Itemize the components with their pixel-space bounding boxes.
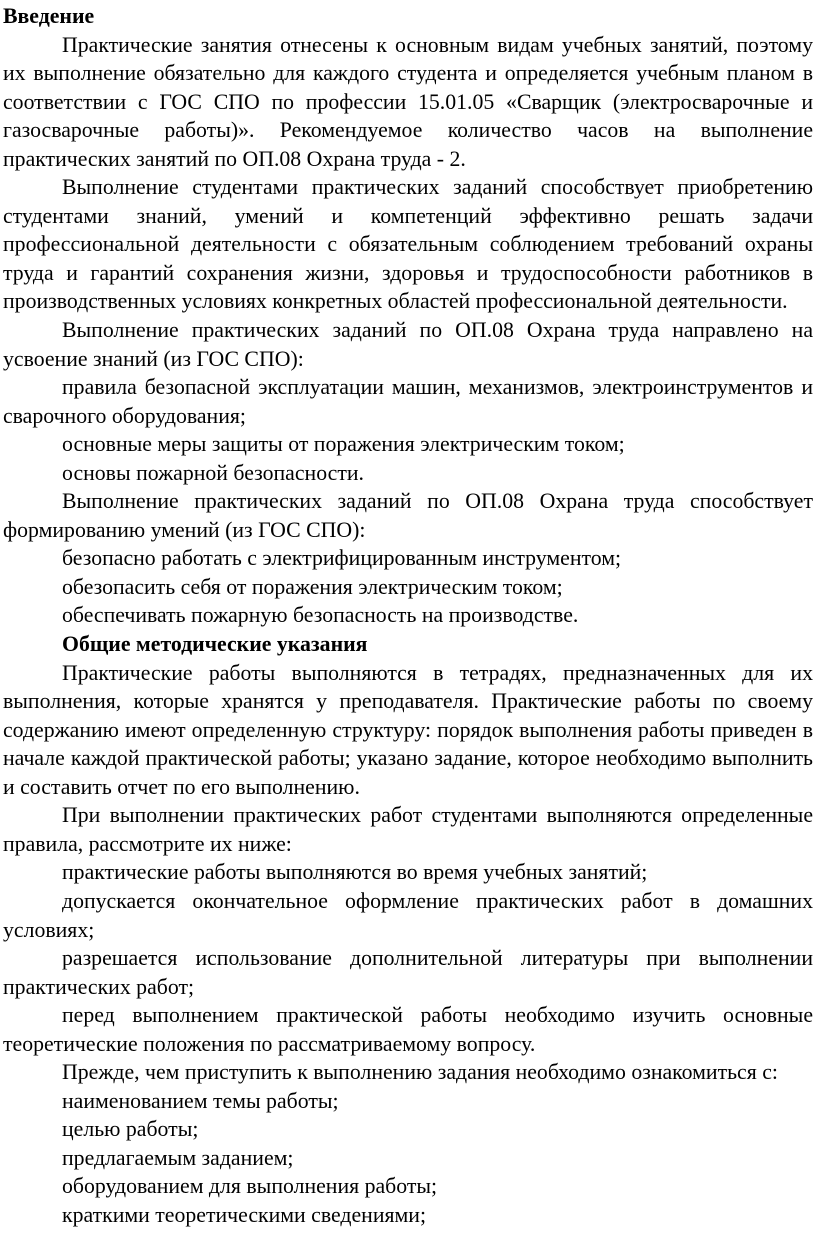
before-start-paragraph: Прежде, чем приступить к выполнению задания необходимо ознакомиться с: bbox=[62, 1060, 778, 1085]
before-start-item: целью работы; bbox=[62, 1117, 199, 1142]
rules-item: практические работы выполняются во время учебных занятий; bbox=[62, 860, 648, 885]
before-start-item: оборудованием для выполнения работы; bbox=[62, 1174, 438, 1199]
intro-paragraph: Практические занятия отнесены к основным видам учебных занятий, поэтому их выполнение обязательно для каждого студента и определяется учебным планом в соответствии с ГОС СПО по профессии 15.01.05 «Сварщик (электросварочные и газосварочные работы)». Рекомендуемое количество часов на выполнение практических занятий по ОП.08 Охрана труда - 2. bbox=[3, 32, 813, 171]
skills-intro-paragraph: Выполнение практических заданий по ОП.08 Охрана труда способствует формированию умений (из ГОС СПО): bbox=[3, 489, 813, 542]
heading-general-guidelines: Общие методические указания bbox=[62, 632, 368, 657]
skills-item: обезопасить себя от поражения электрическим током; bbox=[62, 574, 563, 599]
knowledge-item: основы пожарной безопасности. bbox=[62, 460, 364, 485]
guidelines-paragraph: При выполнении практических работ студентами выполняются определенные правила, рассмотрите их ниже: bbox=[3, 803, 813, 856]
before-start-item: краткими теоретическими сведениями; bbox=[62, 1202, 427, 1227]
heading-introduction: Введение bbox=[3, 4, 95, 28]
intro-paragraph: Выполнение студентами практических заданий способствует приобретению студентами знаний, умений и компетенций эффективно решать задачи профессиональной деятельности с обязательным соблюдением требований охраны труда и гарантий сохранения жизни, здоровья и трудоспособности работников в производственных условиях конкретных областей профессиональной деятельности. bbox=[3, 175, 813, 314]
skills-item: обеспечивать пожарную безопасность на производстве. bbox=[62, 603, 579, 628]
guidelines-paragraph: Практические работы выполняются в тетрадях, предназначенных для их выполнения, которые хранятся у преподавателя. Практические работы по своему содержанию имеют определенную структуру: порядок выполнения работы приведен в начале каждой практической работы; указано задание, которое необходимо выполнить и составить отчет по его выполнению. bbox=[3, 660, 813, 799]
knowledge-item: правила безопасной эксплуатации машин, механизмов, электроинструментов и сварочного оборудования; bbox=[3, 375, 813, 428]
before-start-item: наименованием темы работы; bbox=[62, 1088, 339, 1113]
rules-item: допускается окончательное оформление практических работ в домашних условиях; bbox=[3, 888, 813, 942]
knowledge-item: основные меры защиты от поражения электрическим током; bbox=[62, 432, 625, 457]
rules-item: перед выполнением практической работы необходимо изучить основные теоретические положения по рассматриваемому вопросу. bbox=[3, 1003, 813, 1056]
rules-item: разрешается использование дополнительной литературы при выполнении практических работ; bbox=[3, 946, 813, 999]
before-start-item: предлагаемым заданием; bbox=[62, 1145, 294, 1170]
intro-paragraph: Выполнение практических заданий по ОП.08 Охрана труда направлено на усвоение знаний (из ГОС СПО): bbox=[3, 318, 813, 371]
skills-item: безопасно работать с электрифицированным инструментом; bbox=[62, 546, 622, 571]
